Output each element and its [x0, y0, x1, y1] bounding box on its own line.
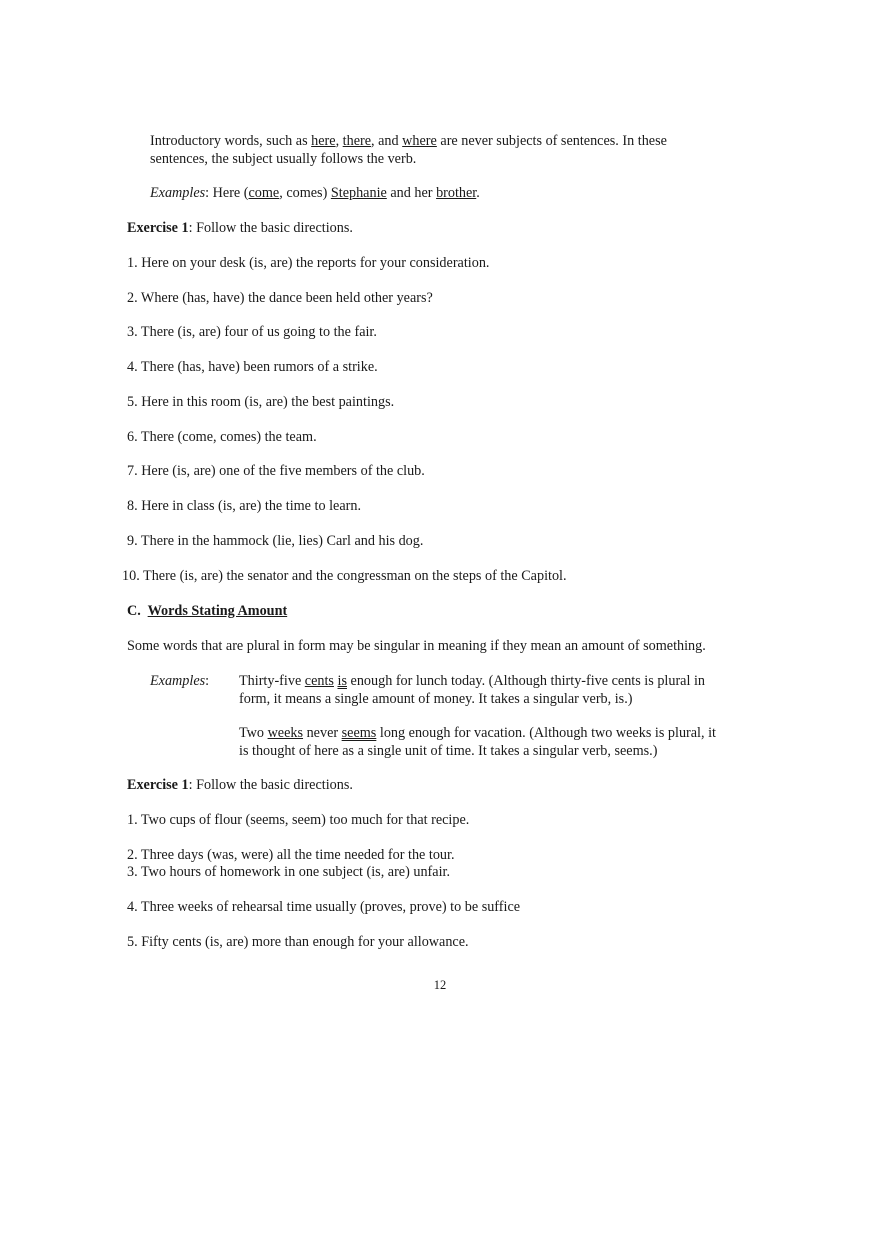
example-text: , comes) [279, 185, 331, 201]
intro-text: are never subjects of sentences. In these [436, 133, 667, 149]
exercise-item: 3. There (is, are) four of us going to the fair. [127, 324, 377, 340]
exercise-label: Exercise 1 [127, 777, 189, 793]
underlined-word: cents [304, 673, 334, 689]
example-2-line-1 [239, 724, 716, 742]
exercise-item: 3. Two hours of homework in one subject (is, are) unfair. [127, 864, 451, 880]
intro-line-1 [150, 132, 667, 150]
section-heading [127, 602, 287, 620]
exercise-item: 2. Three days (was, were) all the time needed for the tour. [127, 847, 455, 863]
underlined-word: there [342, 133, 372, 149]
exercise-item: 1. Two cups of flour (seems, seem) too much for that recipe. [127, 812, 470, 828]
intro-text: , and [371, 133, 403, 149]
exercise-directions: : Follow the basic directions. [188, 777, 353, 793]
exercise-heading [127, 776, 353, 794]
underlined-word: come [248, 185, 280, 201]
exercise-item: 6. There (come, comes) the team. [127, 429, 317, 445]
examples-colon: : [205, 673, 210, 689]
intro-text: Introductory words, such as [150, 133, 312, 149]
exercise-label: Exercise 1 [127, 220, 189, 236]
intro-example [150, 184, 480, 202]
section-letter: C. [127, 603, 141, 619]
examples-label: Examples [150, 185, 206, 201]
exercise-item: 2. Where (has, have) the dance been held other years? [127, 290, 433, 306]
underlined-word: Stephanie [330, 185, 387, 201]
underlined-word: weeks [267, 725, 304, 741]
example-1-line-1 [239, 672, 705, 690]
exercise-item: 5. Fifty cents (is, are) more than enough for your allowance. [127, 934, 469, 950]
example-1-line-2: form, it means a single amount of money. It takes a singular verb, is.) [239, 691, 633, 707]
exercise-item: 7. Here (is, are) one of the five members of the club. [127, 463, 425, 479]
example-text: Thirty-five [239, 673, 305, 689]
exercise-item: 5. Here in this room (is, are) the best paintings. [127, 394, 395, 410]
example-text: never [303, 725, 342, 741]
exercise-item: 4. Three weeks of rehearsal time usually (proves, prove) to be suffice [127, 899, 521, 915]
example-text: : Here ( [205, 185, 249, 201]
underlined-word: brother [436, 185, 477, 201]
examples-label-text: Examples [150, 673, 206, 689]
underlined-word: here [311, 133, 336, 149]
exercise-item: 10. There (is, are) the senator and the congressman on the steps of the Capitol. [122, 568, 567, 584]
example-text: long enough for vacation. (Although two weeks is plural, it [376, 725, 716, 741]
double-underlined-word: is [337, 673, 347, 689]
underlined-word: where [402, 133, 437, 149]
example-2-line-2: is thought of here as a single unit of time. It takes a singular verb, seems.) [239, 743, 658, 759]
page-number: 12 [433, 978, 447, 992]
example-text: . [476, 185, 480, 201]
exercise-item: 9. There in the hammock (lie, lies) Carl and his dog. [127, 533, 424, 549]
double-underlined-word: seems [341, 725, 377, 741]
exercise-item: 1. Here on your desk (is, are) the reports for your consideration. [127, 255, 490, 271]
exercise-item: 8. Here in class (is, are) the time to learn. [127, 498, 362, 514]
exercise-heading [127, 219, 353, 237]
examples-label [150, 672, 209, 690]
exercise-directions: : Follow the basic directions. [188, 220, 353, 236]
intro-text: , [335, 133, 343, 149]
exercise-item: 4. There (has, have) been rumors of a strike. [127, 359, 378, 375]
intro-line-2: sentences, the subject usually follows the verb. [150, 151, 417, 167]
example-text: enough for lunch today. (Although thirty-five cents is plural in [346, 673, 705, 689]
example-text: and her [386, 185, 437, 201]
section-title: Words Stating Amount [147, 603, 288, 619]
section-intro: Some words that are plural in form may be singular in meaning if they mean an amount of something. [127, 638, 706, 654]
example-text: Two [239, 725, 268, 741]
